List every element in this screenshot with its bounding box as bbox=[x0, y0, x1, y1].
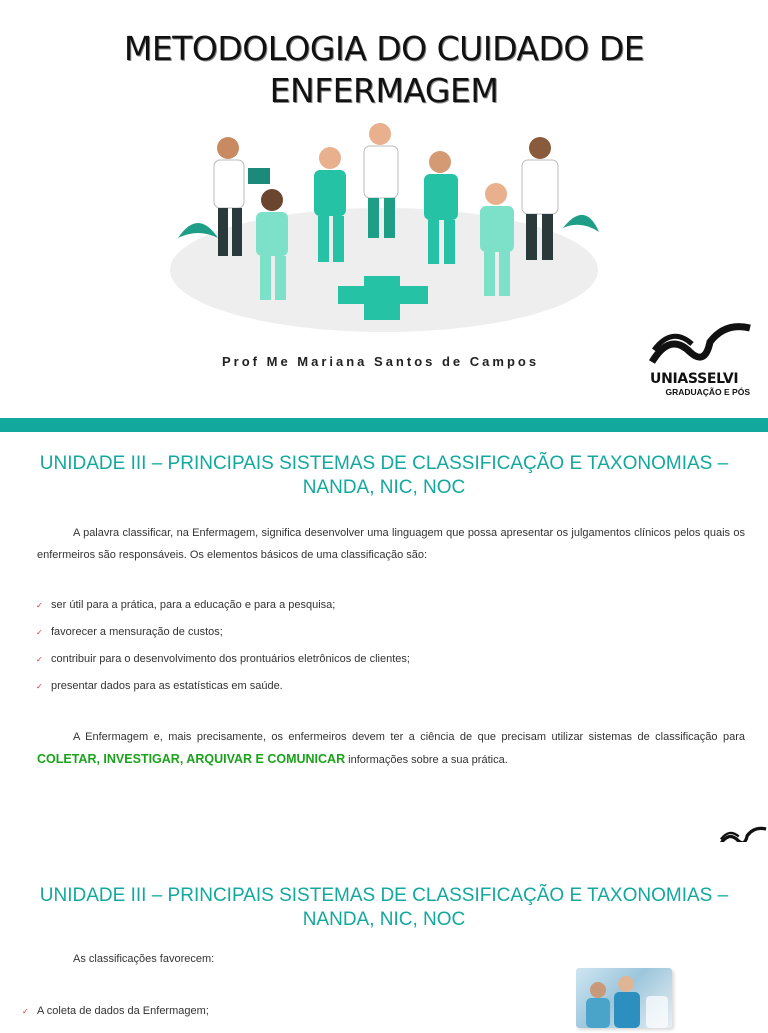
classification-elements-list bbox=[36, 592, 410, 700]
heading-line-1: UNIDADE III – PRINCIPAIS SISTEMAS DE CLASSIFICAÇÃO E TAXONOMIAS – bbox=[39, 453, 729, 474]
list-item bbox=[22, 998, 209, 1025]
slide-heading bbox=[20, 884, 748, 932]
logo-arc-icon bbox=[650, 322, 752, 368]
closing-text-start: A Enfermagem e, mais precisamente, os enfermeiros devem ter a ciência de que precisam utilizar sistemas de classificação para bbox=[73, 731, 745, 743]
slide-divider bbox=[0, 842, 768, 856]
intro-paragraph bbox=[37, 948, 745, 970]
checkmark-icon: ✓ bbox=[36, 655, 43, 664]
list-item bbox=[36, 673, 410, 700]
nurses-photo bbox=[576, 968, 672, 1028]
uniasselvi-logo bbox=[650, 322, 758, 397]
list-item bbox=[36, 646, 410, 673]
logo-subtitle: GRADUAÇÃO E PÓS bbox=[665, 387, 750, 397]
title-slide bbox=[0, 0, 768, 418]
closing-text-end: informações sobre a sua prática. bbox=[345, 754, 508, 766]
list-item-text: presentar dados para as estatísticas em saúde. bbox=[51, 680, 283, 692]
closing-highlight: COLETAR, INVESTIGAR, ARQUIVAR E COMUNICAR bbox=[37, 752, 346, 766]
logo-wordmark: UNIASSELVI bbox=[650, 371, 739, 387]
professor-name: Prof Me Mariana Santos de Campos bbox=[222, 354, 540, 369]
list-item-text: favorecer a mensuração de custos; bbox=[51, 626, 223, 638]
title-line-2: ENFERMAGEM bbox=[269, 71, 499, 110]
heading-line-2: NANDA, NIC, NOC bbox=[302, 477, 466, 498]
nurses-illustration bbox=[168, 118, 600, 336]
list-item-text: A coleta de dados da Enfermagem; bbox=[37, 1005, 209, 1017]
checkmark-icon: ✓ bbox=[22, 1007, 29, 1016]
list-item-text: ser útil para a prática, para a educação e para a pesquisa; bbox=[51, 599, 336, 611]
presentation-title bbox=[0, 28, 768, 112]
heading-line-1: UNIDADE III – PRINCIPAIS SISTEMAS DE CLASSIFICAÇÃO E TAXONOMIAS – bbox=[39, 885, 729, 906]
content-slide-1 bbox=[0, 432, 768, 842]
content-slide-2 bbox=[0, 856, 768, 1024]
photo-placeholder-icon bbox=[576, 968, 672, 1028]
checkmark-icon: ✓ bbox=[36, 682, 43, 691]
checkmark-icon: ✓ bbox=[36, 628, 43, 637]
favors-list bbox=[22, 998, 209, 1025]
intro-text: As classificações favorecem: bbox=[73, 953, 215, 965]
title-line-1: METODOLOGIA DO CUIDADO DE bbox=[123, 29, 645, 68]
closing-paragraph bbox=[37, 726, 745, 771]
slide-heading bbox=[20, 452, 748, 500]
slide-divider bbox=[0, 418, 768, 432]
checkmark-icon: ✓ bbox=[36, 601, 43, 610]
list-item bbox=[36, 592, 410, 619]
list-item bbox=[36, 619, 410, 646]
list-item-text: contribuir para o desenvolvimento dos prontuários eletrônicos de clientes; bbox=[51, 653, 410, 665]
intro-text: A palavra classificar, na Enfermagem, significa desenvolver uma linguagem que possa apresentar os julgamentos clínicos pelos quais os enfermeiros são responsáveis. Os elementos básicos de uma classificação são: bbox=[37, 527, 745, 561]
intro-paragraph bbox=[37, 522, 745, 566]
heading-line-2: NANDA, NIC, NOC bbox=[302, 909, 466, 930]
